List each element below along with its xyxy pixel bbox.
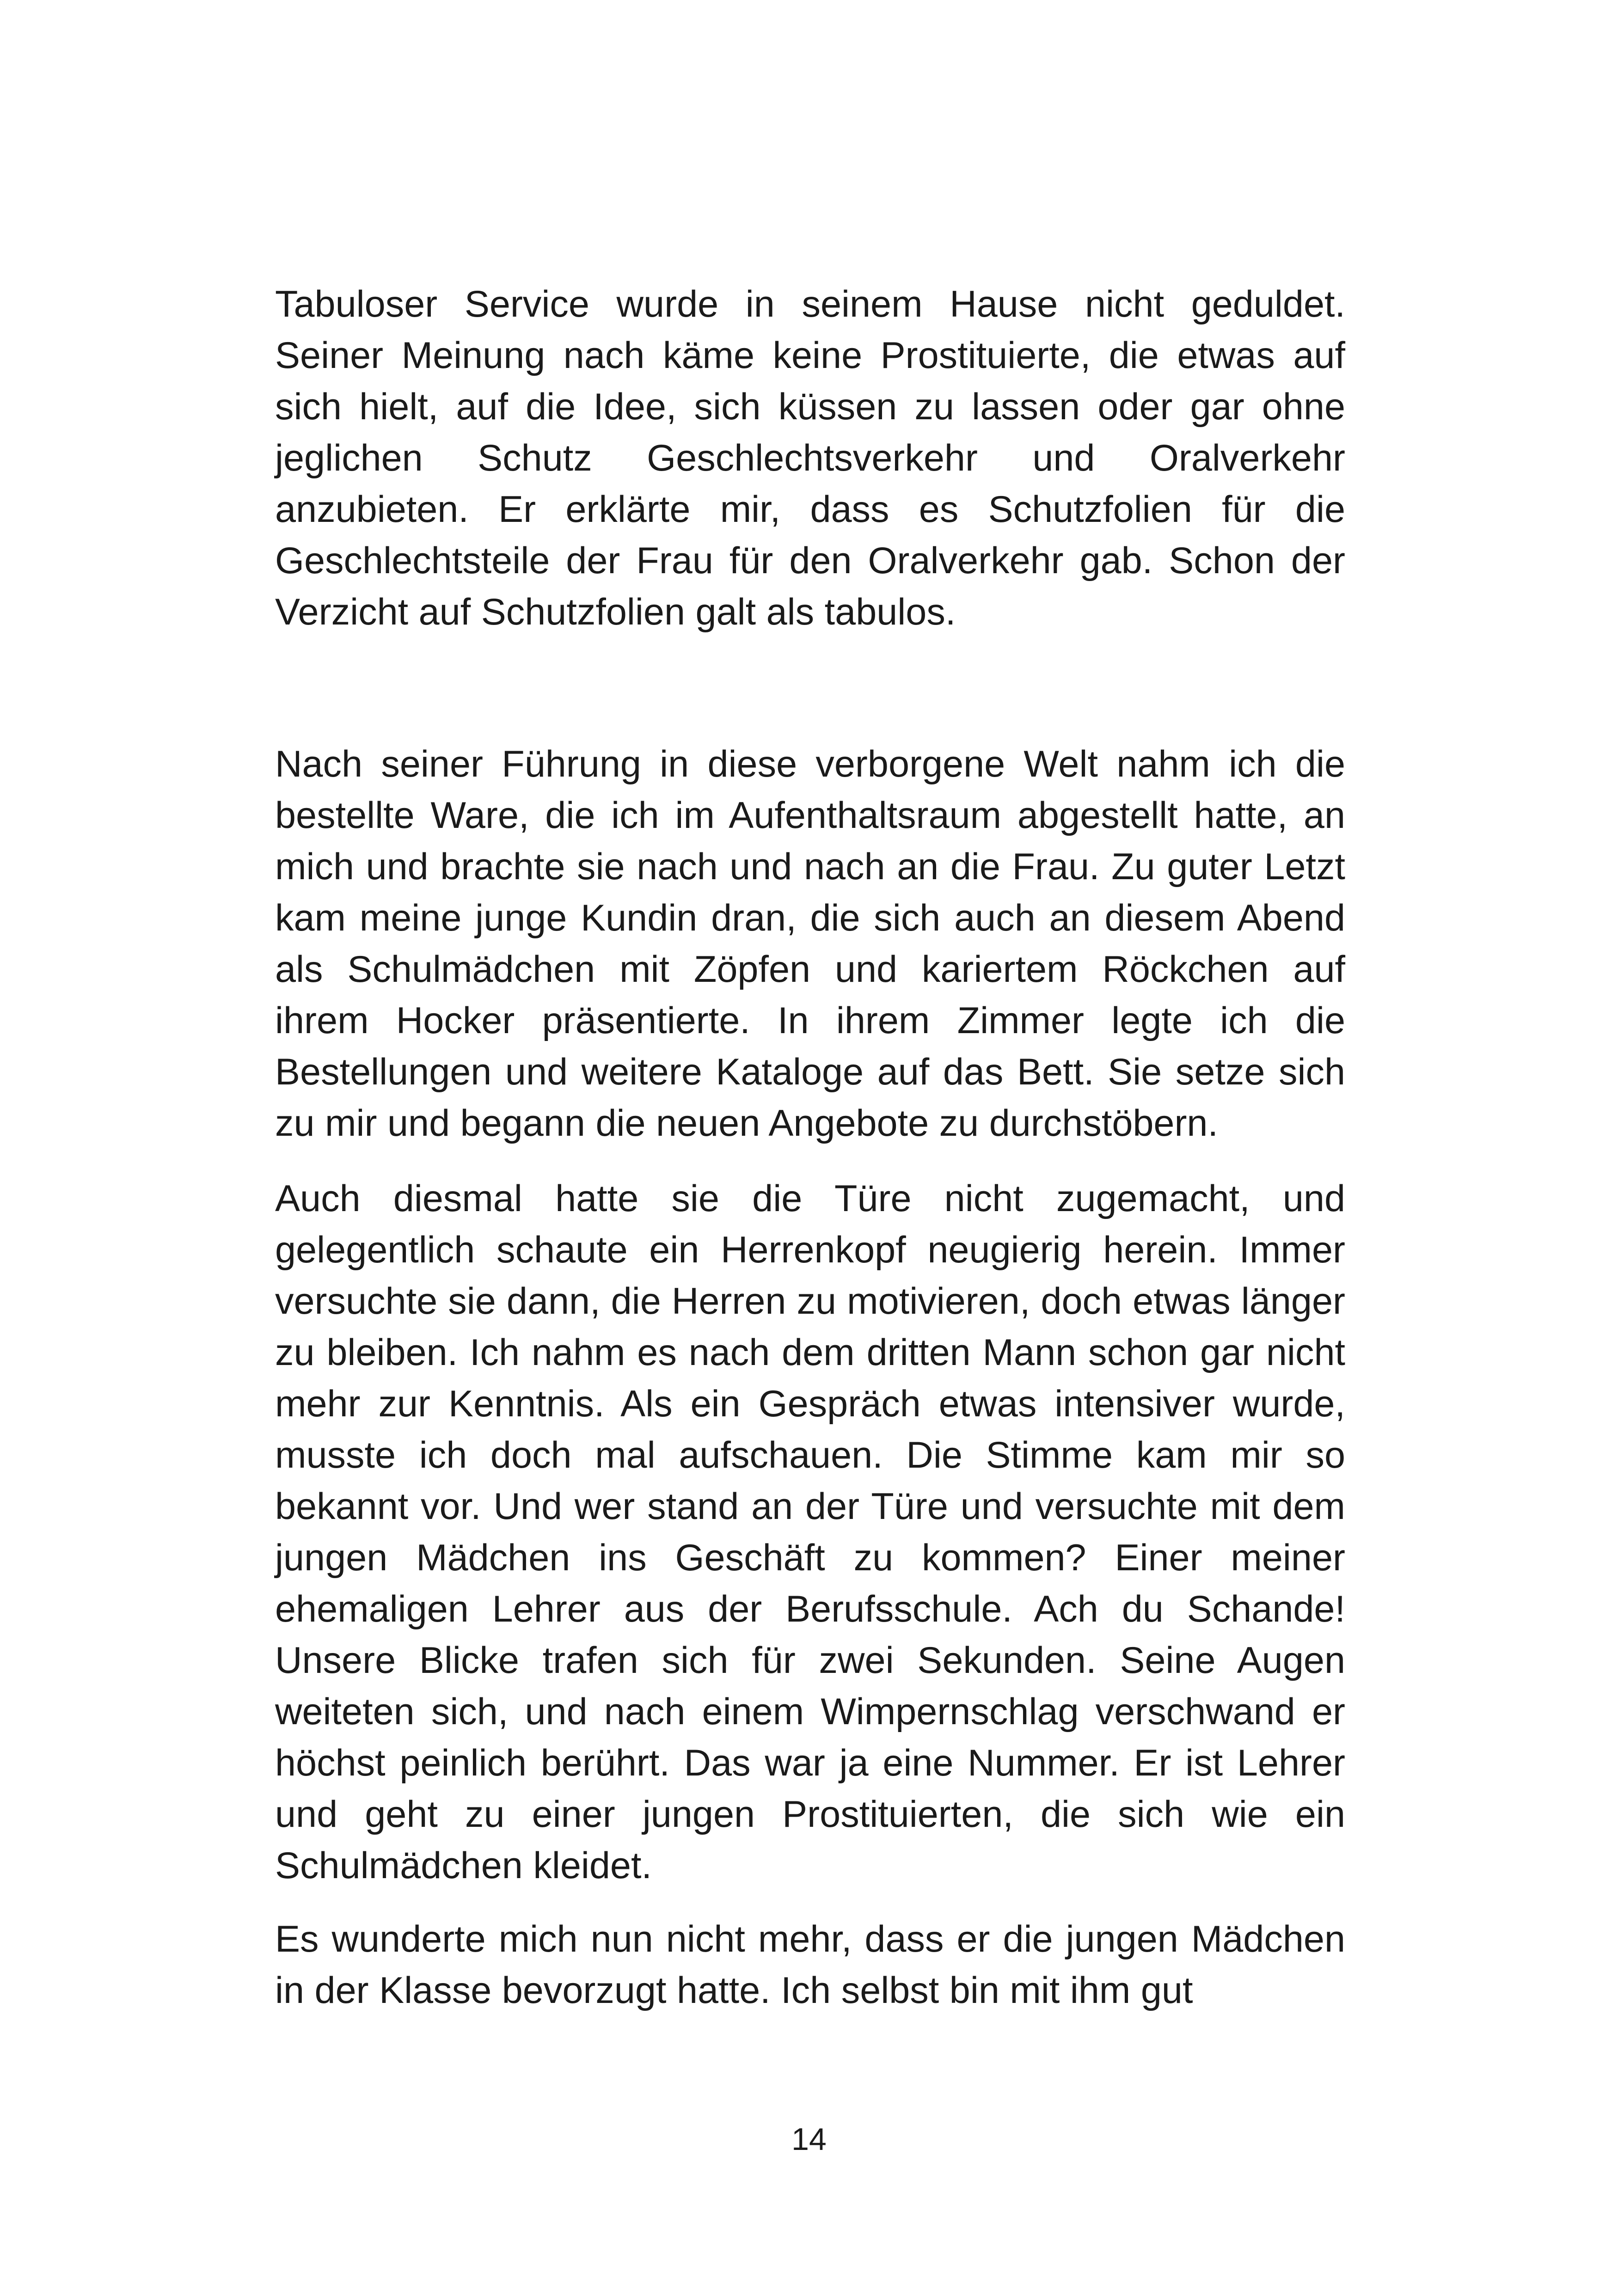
- paragraph: Tabuloser Service wurde in seinem Hause nicht geduldet. Seiner Meinung nach käme keine Prostituierte, die etwas auf sich hielt, auf die Idee, sich küssen zu lassen oder gar ohne jeglichen Schutz Geschlechtsverkehr und Oralverkehr anzubieten. Er erklärte mir, dass es Schutzfolien für die Geschlechtsteile der Frau für den Oralverkehr gab. Schon der Verzicht auf Schutzfolien galt als tabulos.: [275, 283, 1345, 633]
- page-number: 14: [791, 2122, 827, 2157]
- paragraph: Auch diesmal hatte sie die Türe nicht zugemacht, und gelegentlich schaute ein Herrenkopf neugierig herein. Immer versuchte sie dann, die Herren zu motivieren, doch etwas länger zu bleiben. Ich nahm es nach dem dritten Mann schon gar nicht mehr zur Kenntnis. Als ein Gespräch etwas intensiver wurde, musste ich doch mal aufschauen. Die Stimme kam mir so bekannt vor. Und wer stand an der Türe und versuchte mit dem jungen Mädchen ins Geschäft zu kommen? Einer meiner ehemaligen Lehrer aus der Berufsschule. Ach du Schande! Unsere Blicke trafen sich für zwei Sekunden. Seine Augen weiteten sich, und nach einem Wimpernschlag verschwand er höchst peinlich berührt. Das war ja eine Nummer. Er ist Lehrer und geht zu einer jungen Prostituierten, die sich wie ein Schulmädchen kleidet.: [275, 1178, 1345, 1886]
- paragraph: Es wunderte mich nun nicht mehr, dass er die jungen Mädchen in der Klasse bevorzugt hatte. Ich selbst bin mit ihm gut: [275, 1918, 1345, 2011]
- paragraph: Nach seiner Führung in diese verborgene Welt nahm ich die bestellte Ware, die ich im Aufenthaltsraum abgestellt hatte, an mich und brachte sie nach und nach an die Frau. Zu guter Letzt kam meine junge Kundin dran, die sich auch an diesem Abend als Schulmädchen mit Zöpfen und kariertem Röckchen auf ihrem Hocker präsentierte. In ihrem Zimmer legte ich die Bestellungen und weitere Kataloge auf das Bett. Sie setze sich zu mir und begann die neuen Angebote zu durchstöbern.: [275, 743, 1345, 1144]
